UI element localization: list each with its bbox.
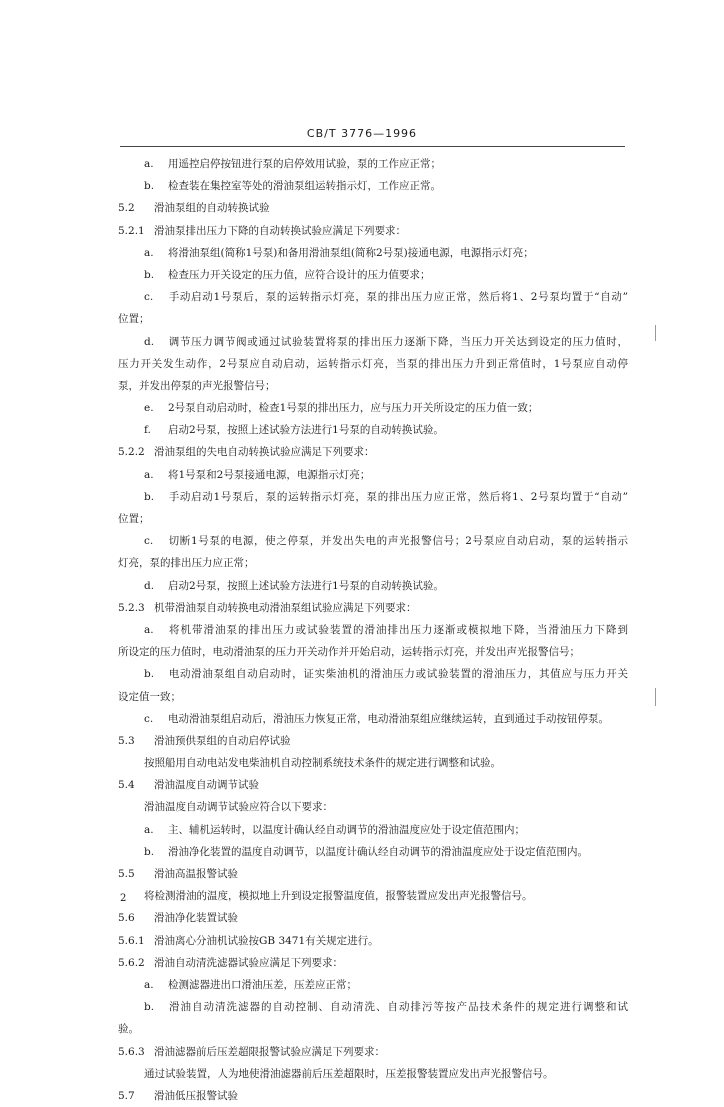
clause-number: b.: [144, 490, 155, 503]
text-line: [118, 552, 628, 574]
line-text: 灯亮，泵的排出压力应正常；: [118, 557, 255, 570]
text-line: [118, 752, 628, 774]
text-line: [118, 686, 628, 708]
line-text: 按照船用自动电站发电柴油机自动控制系统技术条件的规定进行调整和试验。: [144, 757, 501, 770]
text-line: [118, 1085, 628, 1107]
text-line: [118, 863, 628, 885]
clause-number: b.: [144, 845, 155, 858]
clause-number: 5.4: [118, 779, 135, 792]
text-line: [118, 153, 628, 175]
text-line: [118, 1063, 628, 1085]
line-text: 设定值一致；: [118, 690, 181, 703]
text-line: [118, 419, 628, 441]
clause-number: b.: [144, 1001, 155, 1014]
clause-number: b.: [144, 268, 155, 281]
clause-number: 5.6.2: [118, 956, 145, 969]
line-text: 滑油温度自动调节试验: [154, 779, 259, 792]
margin-mark: [655, 688, 656, 706]
clause-number: b.: [144, 180, 155, 193]
line-text: 手动启动1号泵后，泵的运转指示灯亮，泵的排出压力应正常，然后将1、2号泵均置于“自动”: [168, 490, 628, 503]
clause-number: 5.7: [118, 1089, 135, 1102]
document-header: CB/T 3776—1996: [306, 127, 418, 140]
text-line: [118, 974, 628, 996]
clause-number: d.: [144, 579, 155, 592]
line-text: 滑油净化装置的温度自动调节，以温度计确认经自动调节的滑油温度应处于设定值范围内。: [168, 845, 588, 858]
text-line: [118, 441, 628, 463]
line-text: 将1号泵和2号泵接通电源，电源指示灯亮；: [168, 468, 371, 481]
line-text: 手动启动1号泵后，泵的运转指示灯亮，泵的排出压力应正常，然后将1、2号泵均置于“自动”: [168, 291, 628, 304]
text-line: [118, 397, 628, 419]
text-line: [118, 663, 628, 685]
line-text: 通过试验装置，人为地使滑油滤器前后压差超限时，压差报警装置应发出声光报警信号。: [144, 1067, 554, 1080]
margin-mark: [655, 325, 656, 341]
clause-number: 5.6.3: [118, 1045, 145, 1058]
clause-number: c.: [144, 535, 154, 548]
clause-number: 5.2.2: [118, 446, 145, 459]
text-line: [118, 575, 628, 597]
text-line: [118, 819, 628, 841]
clause-number: a.: [144, 246, 154, 259]
text-line: [118, 597, 628, 619]
text-line: [118, 242, 628, 264]
line-text: 滑油净化装置试验: [154, 912, 238, 925]
text-line: [118, 220, 628, 242]
line-text: 所设定的压力值时，电动滑油泵的压力开关动作并开始启动，运转指示灯亮，并发出声光报警信号；: [118, 646, 580, 659]
clause-number: a.: [144, 468, 154, 481]
text-line: [118, 774, 628, 796]
text-line: [118, 197, 628, 219]
clause-number: c.: [144, 712, 154, 725]
text-line: [118, 796, 628, 818]
line-text: 滑油温度自动调节试验应符合以下要求：: [144, 801, 333, 814]
clause-number: 5.3: [118, 734, 135, 747]
text-line: [118, 375, 628, 397]
line-text: 电动滑油泵组启动后，滑油压力恢复正常，电动滑油泵组应继续运转，直到通过手动按钮停泵。: [168, 712, 609, 725]
clause-number: 5.6: [118, 912, 135, 925]
text-line: [118, 730, 628, 752]
text-line: [118, 486, 628, 508]
text-line: [118, 264, 628, 286]
text-line: [118, 708, 628, 730]
clause-number: e.: [144, 402, 154, 415]
line-text: 位置；: [118, 513, 150, 525]
clause-number: 5.2: [118, 202, 135, 215]
line-text: 机带滑油泵自动转换电动滑油泵组试验应满足下列要求：: [154, 601, 417, 614]
clause-number: a.: [144, 823, 154, 836]
line-text: 滑油自动清洗滤器的自动控制、自动清洗、自动排污等按产品技术条件的规定进行调整和试: [168, 1001, 628, 1014]
text-line: [118, 353, 628, 375]
line-text: 滑油高温报警试验: [154, 868, 238, 880]
text-line: [118, 508, 628, 530]
text-line: [118, 530, 628, 552]
text-line: [118, 885, 628, 907]
line-text: 滑油滤器前后压差超限报警试验应满足下列要求：: [154, 1045, 385, 1058]
line-text: 将滑油泵组(简称1号泵)和备用滑油泵组(简称2号泵)接通电源，电源指示灯亮；: [168, 246, 534, 259]
text-line: [118, 1041, 628, 1063]
clause-number: d.: [144, 335, 155, 348]
line-text: 位置；: [118, 313, 150, 326]
clause-number: 5.2.3: [118, 601, 145, 614]
clause-number: a.: [144, 158, 154, 170]
text-line: [118, 286, 628, 308]
text-line: [118, 308, 628, 330]
line-text: 启动2号泵，按照上述试验方法进行1号泵的自动转换试验。: [168, 424, 444, 437]
line-text: 滑油低压报警试验: [154, 1089, 238, 1102]
line-text: 2号泵自动启动时，检查1号泵的排出压力，应与压力开关所设定的压力值一致；: [168, 402, 539, 415]
line-text: 检查压力开关设定的压力值，应符合设计的压力值要求；: [168, 268, 431, 281]
header-rule: [120, 146, 625, 147]
line-text: 切断1号泵的电源，使之停泵，并发出失电的声光报警信号；2号泵应自动启动，泵的运转指示: [168, 535, 628, 548]
clause-number: a.: [144, 623, 154, 636]
text-line: [118, 175, 628, 197]
line-text: 将机带滑油泵的排出压力或试验装置的滑油排出压力逐渐或模拟地下降，当滑油压力下降到: [168, 623, 628, 636]
line-text: 用遥控启停按钮进行泵的启停效用试验，泵的工作应正常；: [168, 158, 441, 170]
line-text: 验。: [118, 1023, 139, 1036]
page-number: 2: [120, 893, 127, 904]
line-text: 滑油泵排出压力下降的自动转换试验应满足下列要求：: [154, 224, 406, 237]
line-text: 泵，并发出停泵的声光报警信号；: [118, 379, 276, 392]
line-text: 主、辅机运转时，以温度计确认经自动调节的滑油温度应处于设定值范围内；: [168, 823, 525, 836]
line-text: 滑油泵组的自动转换试验: [154, 202, 270, 215]
line-text: 检查装在集控室等处的滑油泵组运转指示灯，工作应正常。: [168, 180, 441, 193]
text-line: [118, 952, 628, 974]
line-text: 调节压力调节阀或通过试验装置将泵的排出压力逐渐下降，当压力开关达到设定的压力值时，: [168, 335, 628, 348]
clause-number: 5.6.1: [118, 934, 145, 947]
text-line: [118, 464, 628, 486]
line-text: 启动2号泵，按照上述试验方法进行1号泵的自动转换试验。: [168, 579, 444, 592]
text-line: [118, 1018, 628, 1040]
clause-number: a.: [144, 978, 154, 991]
line-text: 滑油预供泵组的自动启停试验: [154, 734, 291, 747]
document-body: [118, 153, 628, 1107]
text-line: [118, 930, 628, 952]
text-line: [118, 331, 628, 353]
clause-number: c.: [144, 291, 154, 304]
line-text: 检测滤器进出口滑油压差，压差应正常；: [168, 978, 357, 991]
text-line: [118, 841, 628, 863]
line-text: 滑油离心分油机试验按GB 3471有关规定进行。: [154, 934, 379, 947]
clause-number: 5.2.1: [118, 224, 145, 237]
clause-number: f.: [144, 424, 151, 437]
text-line: [118, 641, 628, 663]
line-text: 滑油泵组的失电自动转换试验应满足下列要求：: [154, 446, 375, 459]
line-text: 压力开关发生动作，2号泵应自动启动，运转指示灯亮，当泵的排出压力升到正常值时，1号泵应自动停: [118, 357, 628, 370]
text-line: [118, 619, 628, 641]
line-text: 将检测滑油的温度，模拟地上升到设定报警温度值，报警装置应发出声光报警信号。: [144, 890, 533, 903]
text-line: [118, 907, 628, 929]
clause-number: b.: [144, 668, 155, 681]
line-text: 电动滑油泵组自动启动时，证实柴油机的滑油压力或试验装置的滑油压力，其值应与压力开关: [168, 668, 628, 681]
clause-number: 5.5: [118, 868, 135, 880]
line-text: 滑油自动清洗滤器试验应满足下列要求：: [154, 956, 343, 969]
text-line: [118, 996, 628, 1018]
